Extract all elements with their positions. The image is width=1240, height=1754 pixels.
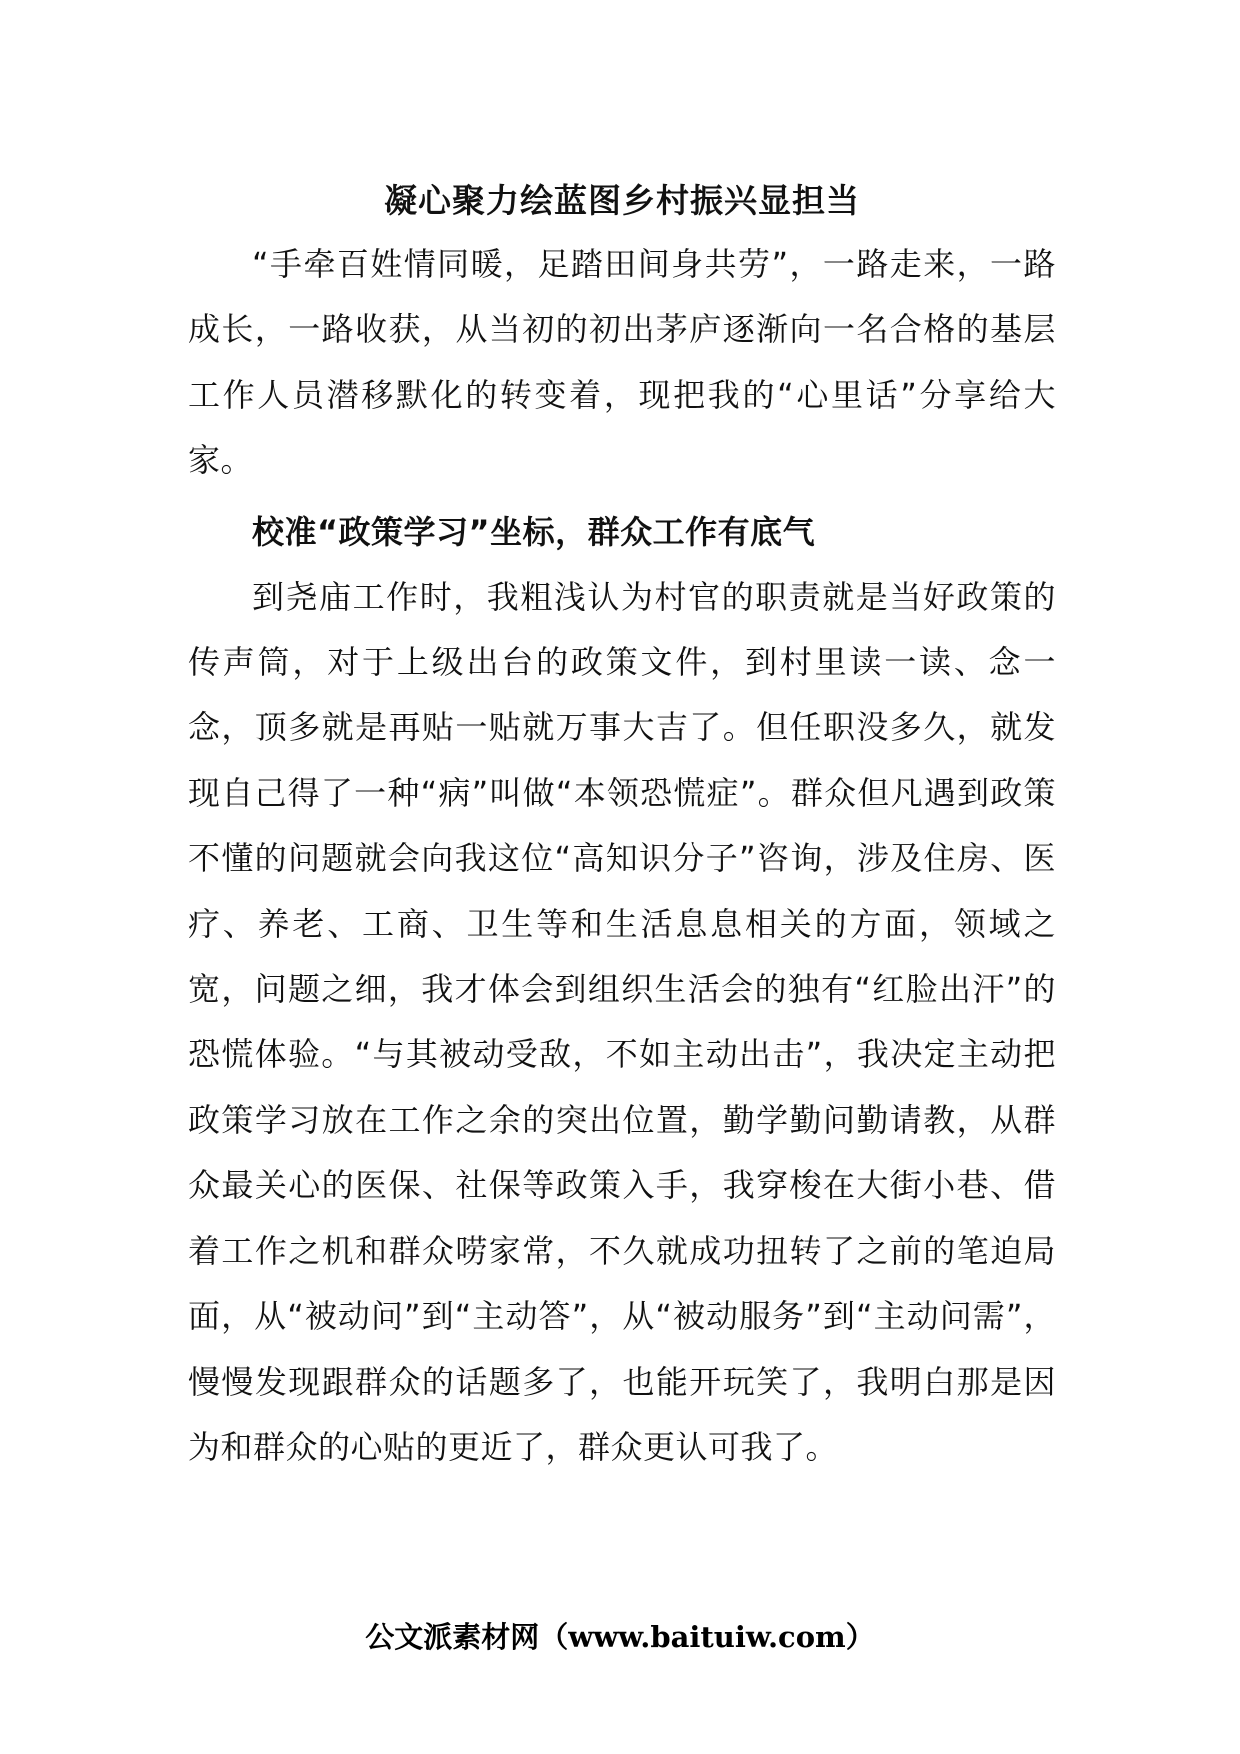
section: [188, 503, 1056, 1481]
document-content: [188, 172, 1056, 1480]
footer-source-text: 公文派素材网（www.baituiw.com）: [365, 1620, 875, 1654]
section-heading: 校准“政策学习”坐标，群众工作有底气: [252, 512, 816, 551]
section-body-paragraph: 到尧庙工作时，我粗浅认为村官的职责就是当好政策的传声筒，对于上级出台的政策文件，到村里读一读、念一念，顶多就是再贴一贴就万事大吉了。但任职没多久，就发现自己得了一种“病”叫做“本领恐慌症”。群众但凡遇到政策不懂的问题就会向我这位“高知识分子”咨询，涉及住房、医疗、养老、工商、卫生等和生活息息相关的方面，领域之宽，问题之细，我才体会到组织生活会的独有“红脸出汗”的恐慌体验。“与其被动受敌，不如主动出击”，我决定主动把政策学习放在工作之余的突出位置，勤学勤问勤请教，从群众最关心的医保、社保等政策入手，我穿梭在大街小巷、借着工作之机和群众唠家常，不久就成功扭转了之前的笔迫局面，从“被动问”到“主动答”，从“被动服务”到“主动问需”，慢慢发现跟群众的话题多了，也能开玩笑了，我明白那是因为和群众的心贴的更近了，群众更认可我了。: [188, 577, 1056, 1466]
document-title: 凝心聚力绘蓝图乡村振兴显担当: [384, 181, 860, 220]
intro-paragraph: “手牵百姓情同暖，足踏田间身共劳”，一路走来，一路成长，一路收获，从当初的初出茅庐逐渐向一名合格的基层工作人员潜移默化的转变着，现把我的“心里话”分享给大家。: [188, 245, 1056, 480]
